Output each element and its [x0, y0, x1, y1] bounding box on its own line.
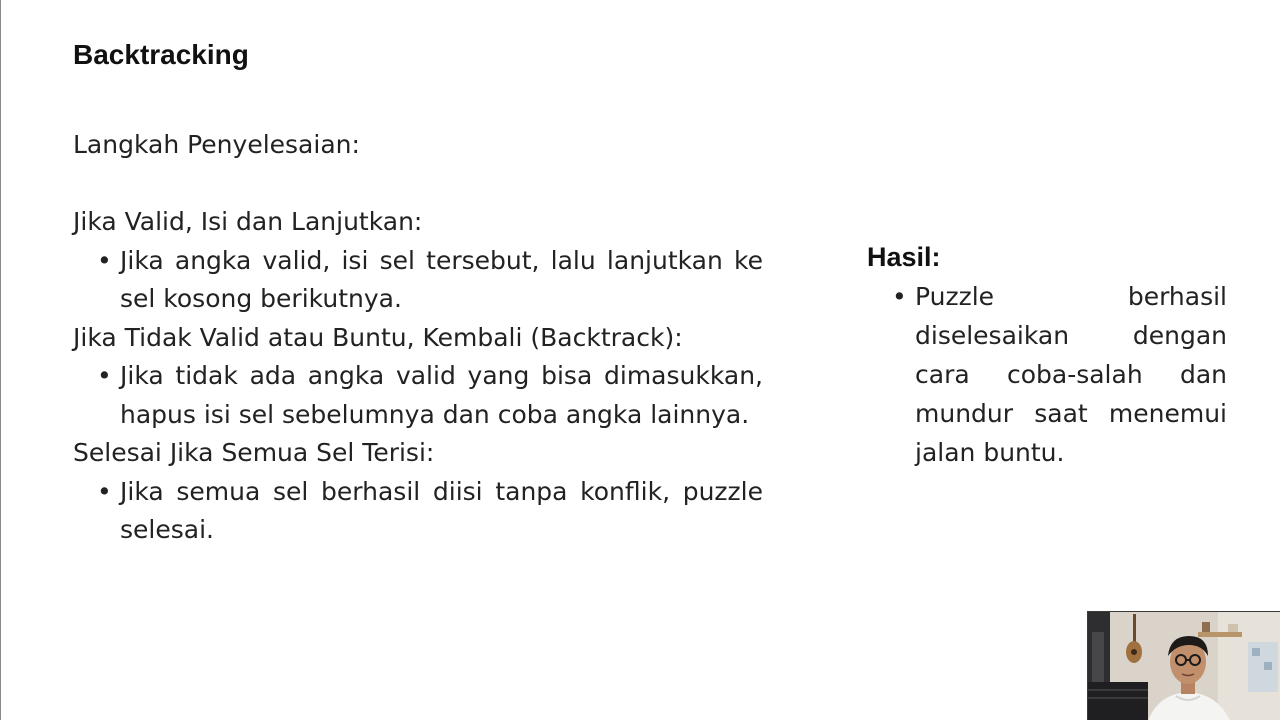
- spacer: [73, 165, 763, 204]
- bullet-item-backtrack: • Jika tidak ada angka valid yang bisa dimasukkan, hapus isi sel sebelumnya dan coba angka lainnya.: [120, 357, 763, 434]
- section-heading-backtrack: Jika Tidak Valid atau Buntu, Kembali (Backtrack):: [73, 322, 683, 352]
- section-heading-valid: Jika Valid, Isi dan Lanjutkan:: [73, 207, 423, 236]
- bullet-list-finish: [73, 473, 763, 550]
- presenter-webcam-feed: [1087, 611, 1280, 720]
- steps-column: [73, 126, 763, 550]
- result-label: Hasil:: [867, 242, 941, 272]
- bullet-list-valid: [73, 242, 763, 319]
- section-heading-finish: Selesai Jika Semua Sel Terisi:: [73, 438, 435, 467]
- steps-intro: Langkah Penyelesaian:: [73, 130, 360, 159]
- bullet-item-finish: • Jika semua sel berhasil diisi tanpa konflik, puzzle selesai.: [120, 473, 763, 550]
- webcam-image: [1088, 612, 1280, 720]
- bullet-item-valid: • Jika angka valid, isi sel tersebut, lalu lanjutkan ke sel kosong berikutnya.: [120, 242, 763, 319]
- slide-title: Backtracking: [73, 39, 249, 70]
- result-list: [867, 277, 1227, 472]
- bullet-list-backtrack: [73, 357, 763, 434]
- result-bullet: • Puzzle berhasil diselesaikan dengan cara coba-salah dan mundur saat menemui jalan buntu.: [915, 277, 1227, 472]
- result-column: [867, 238, 1227, 472]
